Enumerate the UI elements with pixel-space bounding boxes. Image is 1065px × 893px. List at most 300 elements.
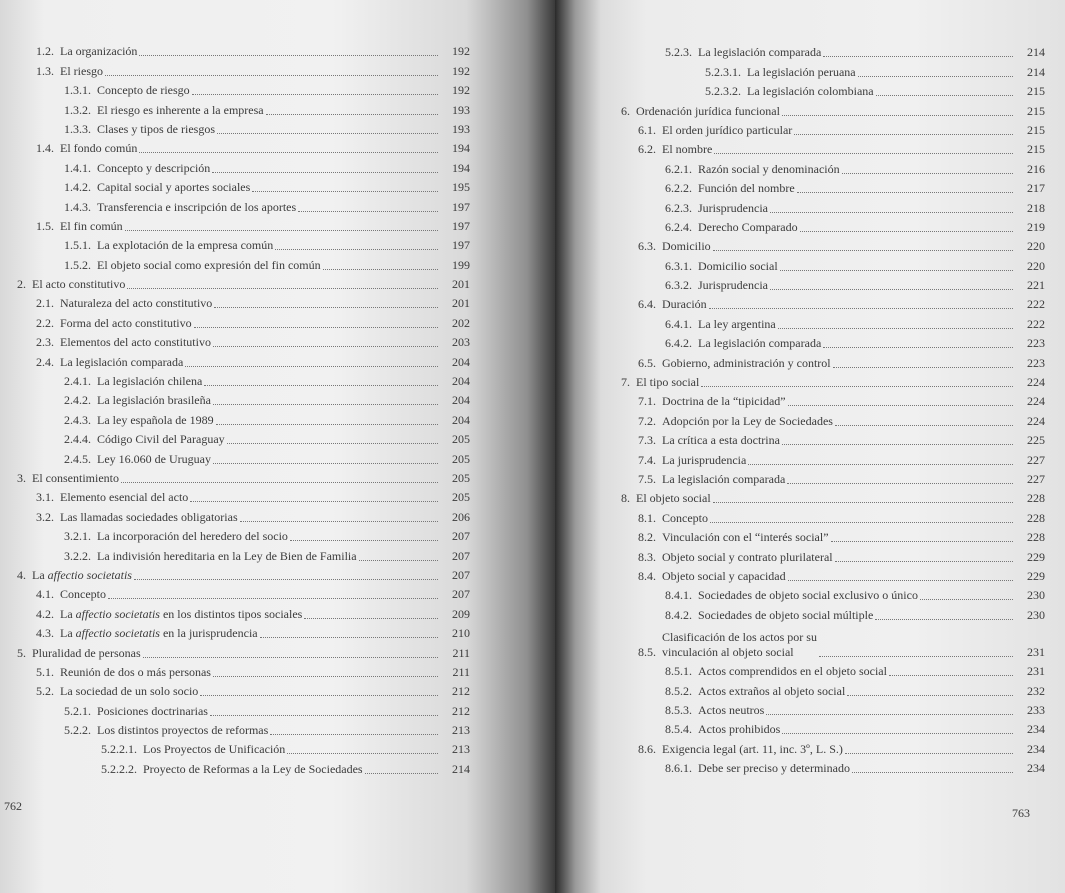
toc-entry [0, 505, 470, 524]
toc-entry-number: 5.2.3.2. [705, 84, 741, 99]
toc-entry-page: 213 [452, 742, 470, 757]
toc-entry-number: 8.3. [638, 549, 656, 564]
toc-entry-title: Elementos del acto constitutivo [60, 335, 211, 350]
toc-entry-page: 228 [1027, 510, 1045, 525]
toc-entry [555, 448, 1045, 467]
toc-entry-page: 192 [452, 44, 470, 59]
dot-leader [139, 151, 438, 153]
toc-entry-title: Actos comprendidos en el objeto social [698, 664, 887, 679]
toc-entry-page: 202 [452, 315, 470, 330]
toc-entry-number: 8.5.2. [665, 683, 692, 698]
toc-entry-number: 3.2.2. [64, 548, 91, 563]
dot-leader [701, 385, 1013, 387]
toc-entry-page: 222 [1027, 316, 1045, 331]
toc-entry-page: 204 [452, 354, 470, 369]
dot-leader [875, 618, 1013, 620]
toc-entry-title-prefix: La [60, 626, 76, 641]
toc-entry [0, 525, 470, 544]
toc-entry-number: 7. [621, 375, 630, 390]
dot-leader [788, 579, 1013, 581]
toc-entry [555, 293, 1045, 312]
toc-entry-title: Concepto de riesgo [97, 83, 190, 98]
toc-entry-title: Objeto social y contrato plurilateral [662, 549, 833, 564]
toc-entry [555, 119, 1045, 138]
toc-entry-page: 223 [1027, 336, 1045, 351]
dot-leader [823, 346, 1013, 348]
toc-entry [555, 660, 1045, 679]
dot-leader [298, 210, 438, 212]
toc-entry-page: 232 [1027, 683, 1045, 698]
toc-entry-number: 2.4.3. [64, 412, 91, 427]
dot-leader [787, 482, 1013, 484]
toc-entry-page: 227 [1027, 471, 1045, 486]
dot-leader [770, 288, 1013, 290]
toc-entry-number: 7.2. [638, 413, 656, 428]
toc-entry-number: 5.1. [36, 664, 54, 679]
toc-entry-title: El orden jurídico particular [662, 122, 793, 137]
toc-entry [0, 544, 470, 563]
dot-leader [800, 230, 1013, 232]
toc-entry-number: 6.4.2. [665, 336, 692, 351]
dot-leader [240, 520, 438, 522]
toc-entry-page: 227 [1027, 452, 1045, 467]
toc-entry-title: La indivisión hereditaria en la Ley de Bien de Familia [97, 548, 357, 563]
dot-leader [287, 752, 438, 754]
toc-entry-number: 1.4. [36, 141, 54, 156]
toc-entry-page: 229 [1027, 568, 1045, 583]
toc-entry [555, 99, 1045, 118]
dot-leader [190, 500, 438, 502]
toc-entry-page: 214 [1027, 45, 1045, 60]
toc-entry-number: 5.2.2.2. [101, 761, 137, 776]
toc-entry-title: Los distintos proyectos de reformas [97, 723, 269, 738]
toc-list-right [555, 41, 1045, 776]
toc-entry-page: 197 [452, 199, 470, 214]
toc-entry-number: 2.4.2. [64, 393, 91, 408]
dot-leader [192, 93, 438, 95]
dot-leader [134, 578, 438, 580]
toc-entry-number: 8.5.3. [665, 702, 692, 717]
toc-entry [0, 641, 470, 660]
toc-entry [555, 737, 1045, 756]
dot-leader [270, 733, 438, 735]
toc-entry [555, 138, 1045, 157]
toc-entry-number: 1.3. [36, 63, 54, 78]
toc-entry-page: 205 [452, 451, 470, 466]
toc-entry-page: 233 [1027, 702, 1045, 717]
dot-leader [858, 75, 1013, 77]
toc-entry-page: 204 [452, 374, 470, 389]
toc-entry-title-prefix: La [32, 567, 48, 582]
toc-entry-title: Pluralidad de personas [32, 645, 141, 660]
toc-entry-title: Derecho Comparado [698, 219, 798, 234]
toc-entry-title [60, 607, 302, 622]
toc-entry [0, 370, 470, 389]
toc-entry-page: 193 [452, 121, 470, 136]
page-number-left: 762 [4, 799, 22, 813]
toc-entry-title: La sociedad de un solo socio [60, 684, 199, 699]
toc-entry-page: 210 [452, 626, 470, 641]
dot-leader [365, 772, 438, 774]
toc-entry-title-italic: affectio societatis [75, 606, 160, 621]
toc-entry-title-line2: vinculación al objeto social [662, 644, 794, 659]
toc-entry [555, 196, 1045, 215]
toc-entry-page: 205 [452, 490, 470, 505]
toc-entry-page: 212 [452, 684, 470, 699]
toc-entry [0, 738, 470, 757]
toc-entry-number: 2.2. [36, 315, 54, 330]
toc-entry-page: 218 [1027, 200, 1045, 215]
toc-entry-title: El riesgo [60, 63, 103, 78]
toc-entry [0, 602, 470, 621]
dot-leader [710, 521, 1013, 523]
dot-leader [835, 560, 1013, 562]
toc-entry [0, 661, 470, 680]
toc-entry [555, 584, 1045, 603]
toc-entry-number: 1.3.3. [64, 121, 91, 136]
toc-entry-page: 197 [452, 238, 470, 253]
toc-entry-title: El consentimiento [32, 470, 119, 485]
toc-entry [555, 526, 1045, 545]
toc-entry-title: Código Civil del Paraguay [97, 432, 225, 447]
dot-leader [780, 269, 1013, 271]
dot-leader [845, 752, 1013, 754]
toc-entry-page: 201 [452, 296, 470, 311]
dot-leader [216, 423, 438, 425]
toc-entry-number: 8.5.1. [665, 664, 692, 679]
toc-entry-title: El tipo social [636, 375, 700, 390]
toc-entry-page: 213 [452, 723, 470, 738]
dot-leader [323, 268, 438, 270]
dot-leader [748, 463, 1013, 465]
toc-entry-number: 6.4. [638, 297, 656, 312]
toc-entry [555, 718, 1045, 737]
toc-entry-title-suffix: en la jurisprudencia [159, 626, 258, 641]
toc-entry-title: Sociedades de objeto social múltiple [698, 607, 874, 622]
dot-leader [889, 674, 1013, 676]
dot-leader [835, 424, 1013, 426]
toc-entry-number: 5.2.2. [64, 723, 91, 738]
dot-leader [290, 539, 438, 541]
toc-entry-title: El acto constitutivo [32, 277, 126, 292]
toc-entry-number: 2.4.4. [64, 432, 91, 447]
dot-leader [194, 326, 438, 328]
toc-entry-number: 5. [17, 645, 26, 660]
dot-leader [794, 133, 1013, 135]
dot-leader [713, 249, 1013, 251]
toc-entry-title: La jurisprudencia [662, 452, 747, 467]
toc-entry-title: Adopción por la Ley de Sociedades [662, 413, 833, 428]
toc-entry-page: 211 [452, 664, 470, 679]
toc-entry [0, 428, 470, 447]
toc-entry-number: 1.5.1. [64, 238, 91, 253]
toc-entry-title: El riesgo es inherente a la empresa [97, 102, 264, 117]
dot-leader [831, 540, 1013, 542]
toc-entry-number: 6.4.1. [665, 316, 692, 331]
toc-entry-number: 8.6. [638, 741, 656, 756]
toc-entry [555, 274, 1045, 293]
toc-entry-number: 4.1. [36, 587, 54, 602]
toc-entry-page: 231 [1027, 644, 1045, 659]
toc-entry-number: 1.5.2. [64, 257, 91, 272]
toc-entry [0, 757, 470, 776]
toc-entry-title: Ordenación jurídica funcional [636, 103, 780, 118]
toc-entry-number: 2.1. [36, 296, 54, 311]
toc-entry [0, 680, 470, 699]
toc-entry-title: Transferencia e inscripción de los aportes [97, 199, 297, 214]
toc-entry-number: 6.3.1. [665, 258, 692, 273]
toc-entry [0, 273, 470, 292]
dot-leader [852, 771, 1013, 773]
toc-entry-number: 1.4.1. [64, 160, 91, 175]
toc-entry-number: 1.3.1. [64, 83, 91, 98]
toc-entry-title: Actos extraños al objeto social [698, 683, 846, 698]
toc-entry-number: 8.2. [638, 530, 656, 545]
dot-leader [304, 617, 438, 619]
dot-leader [200, 694, 438, 696]
toc-entry-page: 215 [1027, 122, 1045, 137]
toc-entry-page: 229 [1027, 549, 1045, 564]
toc-entry-title: La organización [60, 44, 138, 59]
toc-entry-title-suffix: en los distintos tipos sociales [159, 606, 303, 621]
toc-entry-number: 6.2. [638, 142, 656, 157]
toc-entry-number: 8.4. [638, 568, 656, 583]
toc-entry [0, 118, 470, 137]
dot-leader [842, 172, 1013, 174]
toc-entry-number: 5.2.3. [665, 45, 692, 60]
toc-entry [0, 234, 470, 253]
toc-entry-title: Los Proyectos de Unificación [143, 742, 286, 757]
toc-entry-title: Concepto [60, 587, 106, 602]
toc-entry-number: 7.4. [638, 452, 656, 467]
toc-entry [555, 468, 1045, 487]
dot-leader [127, 287, 438, 289]
toc-entry-title: El fondo común [60, 141, 138, 156]
toc-entry-page: 204 [452, 393, 470, 408]
dot-leader [204, 384, 438, 386]
toc-entry-title: Exigencia legal (art. 11, inc. 3º, L. S.) [662, 741, 843, 756]
toc-entry-page: 197 [452, 218, 470, 233]
toc-entry-title: Actos neutros [698, 702, 765, 717]
dot-leader [252, 190, 438, 192]
toc-entry [555, 545, 1045, 564]
toc-entry [0, 447, 470, 466]
dot-leader [778, 327, 1013, 329]
toc-entry-page: 209 [452, 606, 470, 621]
dot-leader [213, 403, 438, 405]
toc-entry-title: Domicilio [662, 239, 711, 254]
toc-entry [555, 603, 1045, 622]
toc-entry-title: Las llamadas sociedades obligatorias [60, 509, 238, 524]
toc-entry-page: 234 [1027, 722, 1045, 737]
toc-entry [555, 409, 1045, 428]
toc-entry-number: 8.5.4. [665, 722, 692, 737]
toc-entry [0, 389, 470, 408]
toc-entry-title: Forma del acto constitutivo [60, 315, 192, 330]
toc-entry-number: 2.4. [36, 354, 54, 369]
toc-entry [555, 216, 1045, 235]
toc-entry-title: La ley argentina [698, 316, 776, 331]
toc-entry [0, 156, 470, 175]
dot-leader [847, 694, 1013, 696]
toc-entry-page: 207 [452, 587, 470, 602]
dot-leader [823, 55, 1013, 57]
toc-entry-title: El objeto social como expresión del fin común [97, 257, 321, 272]
toc-entry-title: Naturaleza del acto constitutivo [60, 296, 213, 311]
toc-entry-number: 1.4.3. [64, 199, 91, 214]
toc-entry-number: 2.4.1. [64, 374, 91, 389]
toc-entry-number: 7.1. [638, 394, 656, 409]
toc-entry-title: La legislación comparada [662, 471, 786, 486]
dot-leader [782, 732, 1013, 734]
toc-entry-title-italic: affectio societatis [75, 626, 160, 641]
dot-leader [212, 171, 438, 173]
toc-entry-title-italic: affectio societatis [47, 567, 132, 582]
toc-entry-page: 215 [1027, 84, 1045, 99]
toc-entry-title: La legislación peruana [747, 64, 856, 79]
toc-entry [0, 583, 470, 602]
toc-entry-page: 224 [1027, 394, 1045, 409]
toc-entry-page: 205 [452, 432, 470, 447]
toc-entry-number: 8.6.1. [665, 761, 692, 776]
toc-entry-page: 230 [1027, 588, 1045, 603]
dot-leader [819, 655, 1013, 657]
toc-entry-number: 4.2. [36, 606, 54, 621]
toc-entry-page: 193 [452, 102, 470, 117]
toc-entry-number: 6.3.2. [665, 278, 692, 293]
dot-leader [920, 598, 1013, 600]
toc-entry-page: 205 [452, 470, 470, 485]
toc-entry-number: 6.2.2. [665, 181, 692, 196]
toc-entry-number: 1.3.2. [64, 102, 91, 117]
toc-entry [555, 80, 1045, 99]
toc-entry-title: Reunión de dos o más personas [60, 664, 211, 679]
toc-entry-number: 6.2.3. [665, 200, 692, 215]
toc-entry-title: Gobierno, administración y control [662, 355, 831, 370]
toc-entry-number: 8. [621, 491, 630, 506]
toc-entry-title: Sociedades de objeto social exclusivo o único [698, 588, 918, 603]
toc-entry-page: 222 [1027, 297, 1045, 312]
toc-entry [555, 157, 1045, 176]
toc-entry-title: Jurisprudencia [698, 200, 768, 215]
toc-entry-number: 1.4.2. [64, 180, 91, 195]
toc-entry [555, 679, 1045, 698]
toc-entry-title [60, 626, 258, 641]
toc-entry-title: Elemento esencial del acto [60, 490, 189, 505]
toc-entry-page: 216 [1027, 161, 1045, 176]
toc-entry-number: 6.5. [638, 355, 656, 370]
toc-entry [555, 506, 1045, 525]
toc-entry-title: Función del nombre [698, 181, 795, 196]
toc-entry-number: 6.2.1. [665, 161, 692, 176]
dot-leader [266, 113, 438, 115]
dot-leader [227, 442, 438, 444]
toc-entry-page: 220 [1027, 239, 1045, 254]
toc-entry-title: La legislación brasileña [97, 393, 211, 408]
dot-leader [709, 307, 1013, 309]
toc-entry-title: Debe ser preciso y determinado [698, 761, 850, 776]
toc-entry-page: 221 [1027, 278, 1045, 293]
toc-entry-page: 211 [452, 645, 470, 660]
right-page [555, 0, 1065, 893]
toc-entry-title: La incorporación del heredero del socio [97, 529, 288, 544]
toc-entry-page: 230 [1027, 607, 1045, 622]
toc-entry-title: La legislación comparada [60, 354, 184, 369]
toc-entry [0, 59, 470, 78]
toc-entry-page: 215 [1027, 142, 1045, 157]
toc-entry [0, 350, 470, 369]
toc-entry-title: Clases y tipos de riesgos [97, 121, 215, 136]
toc-entry-number: 4.3. [36, 626, 54, 641]
toc-entry-title: La ley española de 1989 [97, 412, 214, 427]
toc-entry [0, 253, 470, 272]
toc-entry-title: El objeto social [636, 491, 711, 506]
toc-entry-number: 7.5. [638, 471, 656, 486]
toc-entry-number: 5.2.1. [64, 703, 91, 718]
toc-entry [0, 622, 470, 641]
toc-entry-page: 224 [1027, 413, 1045, 428]
dot-leader [766, 713, 1013, 715]
toc-entry [0, 137, 470, 156]
toc-entry-title: Concepto [662, 510, 708, 525]
toc-entry-page: 234 [1027, 761, 1045, 776]
dot-leader [359, 559, 438, 561]
toc-entry-title [32, 568, 132, 583]
dot-leader [260, 636, 438, 638]
toc-entry-page: 201 [452, 277, 470, 292]
dot-leader [782, 114, 1013, 116]
toc-entry-number: 3.2.1. [64, 529, 91, 544]
toc-entry-page: 219 [1027, 219, 1045, 234]
toc-entry [555, 235, 1045, 254]
dot-leader [275, 248, 438, 250]
toc-entry-title: El fin común [60, 218, 123, 233]
toc-entry-title: La legislación chilena [97, 374, 203, 389]
toc-entry [0, 195, 470, 214]
toc-entry-page: 225 [1027, 433, 1045, 448]
toc-entry-title: La explotación de la empresa común [97, 238, 274, 253]
toc-entry-title: La legislación colombiana [747, 84, 874, 99]
toc-entry [555, 332, 1045, 351]
toc-entry-page: 195 [452, 180, 470, 195]
toc-entry-number: 6.3. [638, 239, 656, 254]
toc-entry [0, 699, 470, 718]
dot-leader [714, 152, 1013, 154]
toc-entry-page: 214 [1027, 64, 1045, 79]
toc-entry-number: 7.3. [638, 433, 656, 448]
toc-entry-page: 220 [1027, 258, 1045, 273]
toc-entry-page: 194 [452, 141, 470, 156]
dot-leader [833, 366, 1013, 368]
toc-entry-number: 3.2. [36, 509, 54, 524]
dot-leader [214, 306, 438, 308]
toc-entry [0, 176, 470, 195]
toc-entry-page: 224 [1027, 375, 1045, 390]
toc-entry-page: 212 [452, 703, 470, 718]
dot-leader [213, 345, 438, 347]
toc-entry [555, 487, 1045, 506]
toc-entry [0, 215, 470, 234]
dot-leader [797, 191, 1013, 193]
toc-entry [555, 60, 1045, 79]
toc-entry-page: 203 [452, 335, 470, 350]
toc-entry-number: 3. [17, 470, 26, 485]
toc-entry-page: 206 [452, 509, 470, 524]
toc-entry-page: 192 [452, 63, 470, 78]
dot-leader [713, 501, 1013, 503]
toc-entry [555, 623, 1045, 660]
toc-entry [0, 311, 470, 330]
